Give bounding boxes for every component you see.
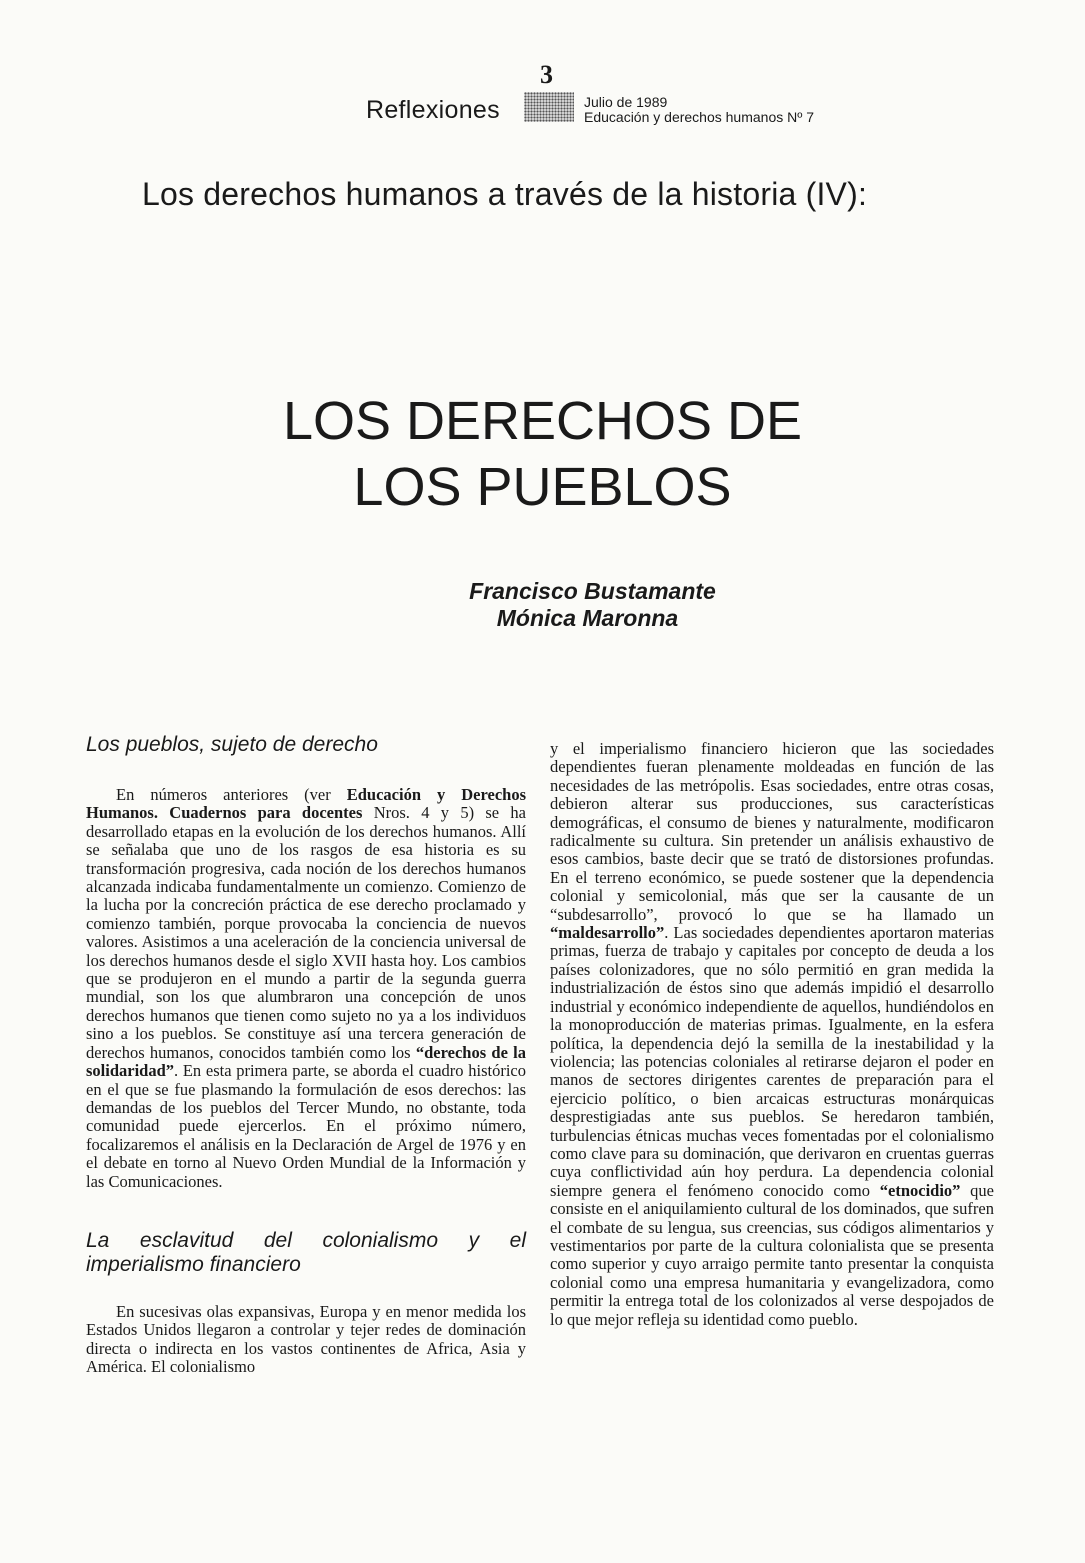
- section-heading-2: La esclavitud del colonialismo y el imperialismo financiero: [86, 1228, 526, 1276]
- text-run: Nros. 4 y 5) se ha desarrollado etapas en la evolución de los derechos humanos. Allí se señalaba que uno de los rasgos de esa historia es su transformación progresiva, cada noción de los derechos humanos alcanzada indicaba fundamentalmente un comienzo. Comienzo de la lucha por la concreción práctica de ese derecho proclamado y comienzo también, porque provocaba la conciencia de nuevos valores. Asistimos a una aceleración de la conciencia universal de los derechos humanos desde el siglo XVII hasta hoy. Los cambios que se produjeron en el mundo a partir de la segunda guerra mundial, son los que alumbraron una concepción de unos derechos humanos que tienen como sujeto no ya a los individuos sino a los pueblos. Se constituye así una tercera generación de derechos humanos, conocidos también como los: [86, 803, 526, 1062]
- text-run: . Las sociedades dependientes aportaron materias primas, fuerza de trabajo y capitales por concepto de deuda a los países colonizadores, que no sólo permitió en gran medida la industrialización de éstos sino que además impidió el desarrollo industrial y económico independiente de aquellos, hundiéndolos en la monoproducción de materias primas. Igualmente, en la esfera política, la dependencia dejó la semilla de la inestabilidad y la violencia; las potencias coloniales al retirarse dejaron el poder en manos de sectores dirigentes carentes de preparación para el ejercicio político, o bien arcaicas estructuras monárquicas desprestigiadas ante sus pueblos. Se heredaron también, turbulencias étnicas muchas veces fomentadas por el colonialismo como clave para su dominación, que derivaron en cruentas guerras cuya conflictividad aún hoy perdura. La dependencia colonial siempre genera el fenómeno conocido como: [550, 923, 994, 1200]
- authors: [0, 578, 1085, 632]
- issue-date: Julio de 1989: [584, 94, 668, 110]
- text-run: que consiste en el aniquilamiento cultural de los dominados, que sufren el combate de su lengua, sus creencias, sus códigos alimentarios y vestimentarios por parte de la cultura colonialista que se presenta como superior y cuyo arraigo permite tanto presentar la conquista colonial como una empresa humanitaria y evangelizadora, como permitir la entrega total de los colonizados al verse despojados de lo que mejor refleja su identidad como pueblo.: [550, 1180, 994, 1329]
- text-run: y el imperialismo financiero hicieron que las sociedades dependientes fueran plenamente moldeadas en función de las necesidades de las metrópolis. Esas sociedades, entre otras cosas, debieron alterar sus producciones, sus características demográficas, el consumo de bienes y naturalmente, modificaron radicalmente su cultura. Sin pretender un análisis exhaustivo de esos cambios, baste decir que se trató de distorsiones profundas. En el terreno económico, se puede sostener que la dependencia colonial y semicolonial, más que ser la causante de un “subdesarrollo”, provocó lo que se ha llamado un: [550, 739, 994, 924]
- section-heading-1: Los pueblos, sujeto de derecho: [86, 733, 378, 756]
- left-column: [86, 733, 526, 1377]
- main-title-line-1: LOS DERECHOS DE: [282, 391, 803, 451]
- main-title: [0, 388, 1085, 520]
- section-2-paragraph: En sucesivas olas expansivas, Europa y en menor medida los Estados Unidos llegaron a controlar y tejer redes de dominación directa o indirecta en los vastos continentes de Africa, Asia y América. El colonialismo: [86, 1301, 526, 1377]
- bold-text-run: Educación y Derechos Humanos. Cuadernos para docentes: [86, 785, 526, 823]
- issue-title: Educación y derechos humanos Nº 7: [584, 109, 815, 125]
- text-run: . En esta primera parte, se aborda el cuadro histórico en el que se fue plasmando la formulación de esos derechos: las demandas de los pueblos del Tercer Mundo, no obstante, toda comunidad puede ejercerlos. En el próximo número, focalizaremos el análisis en la Declaración de Argel de 1976 y en el debate en torno al Nuevo Orden Mundial de la Información y las Comunicaciones.: [86, 1061, 526, 1191]
- author-2: Mónica Maronna: [496, 605, 679, 631]
- series-heading: Los derechos humanos a través de la historia (IV):: [142, 176, 868, 212]
- bold-text-run: “etnocidio”: [879, 1180, 961, 1200]
- right-column-paragraph: [550, 740, 994, 1329]
- bold-text-run: “derechos de la solidaridad”: [86, 1042, 526, 1081]
- series-name: Reflexiones: [366, 96, 500, 124]
- text-run: En números anteriores (ver: [116, 785, 347, 804]
- right-column: [550, 740, 994, 1329]
- page-number: 3: [540, 60, 553, 89]
- section-1-paragraph: [86, 786, 526, 1191]
- bold-text-run: “maldesarrollo”: [550, 923, 665, 943]
- dotted-pattern-block: [524, 92, 574, 122]
- main-title-line-2: LOS PUEBLOS: [353, 457, 732, 517]
- author-1: Francisco Bustamante: [469, 578, 716, 604]
